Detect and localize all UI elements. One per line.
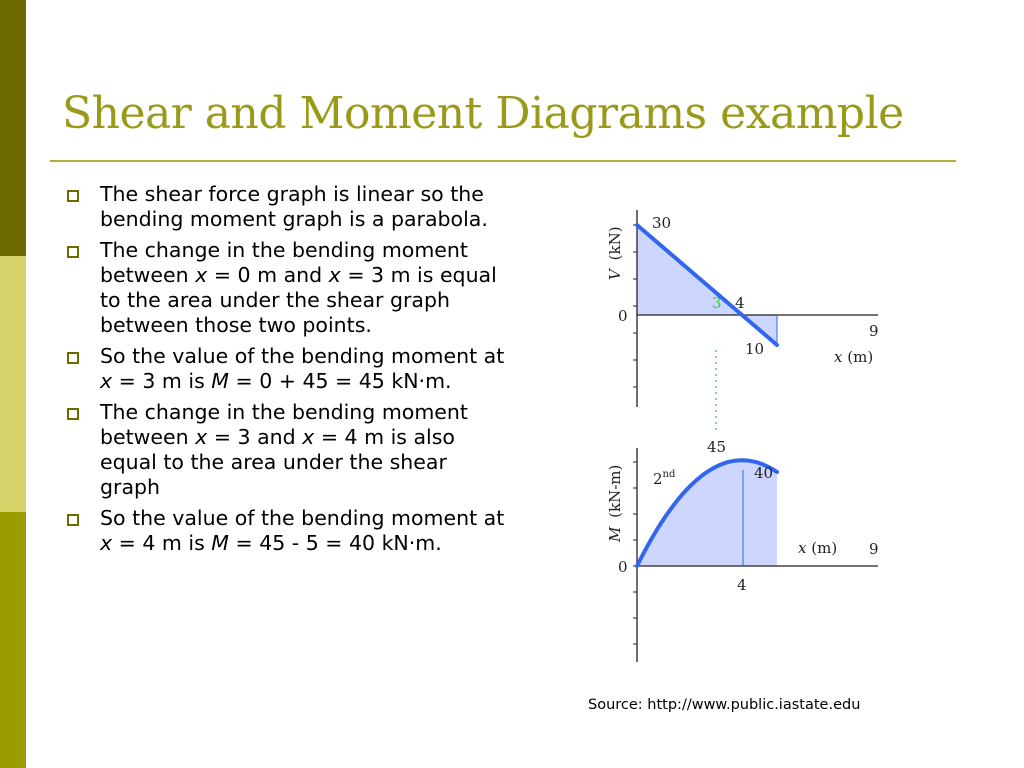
bullet-square-icon: [67, 408, 79, 420]
bullet-item: The change in the bending moment between x = 3 and x = 4 m is also equal to the area under the shear graph: [62, 400, 512, 500]
slide-title: Shear and Moment Diagrams example: [62, 88, 904, 139]
bullet-item: The change in the bending moment between x = 0 m and x = 3 m is equal to the area under the shear graph between those two points.: [62, 238, 512, 338]
shear-label-end: 10: [745, 340, 765, 358]
shear-label-zero-cross: 3: [712, 294, 722, 312]
bullet-square-icon: [67, 246, 79, 258]
shear-xlabel: x (m): [834, 348, 874, 366]
shear-diagram: [606, 210, 879, 407]
bullet-square-icon: [67, 514, 79, 526]
moment-label-origin: 0: [618, 558, 628, 576]
bullet-square-icon: [67, 352, 79, 364]
bullet-square-icon: [67, 190, 79, 202]
moment-label-peak: 45: [707, 438, 727, 456]
shear-ylabel: V (kN): [606, 226, 624, 280]
moment-label-x9: 9: [869, 540, 879, 558]
bullet-item: The shear force graph is linear so the bending moment graph is a parabola.: [62, 182, 512, 232]
bullet-item: So the value of the bending moment at x = 4 m is M = 45 - 5 = 40 kN·m.: [62, 506, 512, 556]
shear-moment-diagram: [590, 200, 890, 670]
bullet-list: [62, 182, 512, 562]
shear-label-x4: 4: [735, 294, 745, 312]
shear-label-x9: 9: [869, 322, 879, 340]
decor-stripe-light: [0, 256, 26, 512]
decor-stripe-dark: [0, 0, 26, 256]
bullet-item: So the value of the bending moment at x = 3 m is M = 0 + 45 = 45 kN·m.: [62, 344, 512, 394]
moment-ylabel: M (kN-m): [606, 464, 624, 542]
shear-label-30: 30: [652, 214, 672, 232]
shear-label-origin: 0: [618, 307, 628, 325]
source-citation: Source: http://www.public.iastate.edu: [588, 697, 861, 713]
moment-label-x4: 4: [737, 576, 747, 594]
moment-xlabel: x (m): [798, 539, 838, 557]
moment-label-order: 2nd: [653, 469, 676, 488]
moment-label-end: 40: [754, 464, 774, 482]
moment-diagram: [606, 438, 879, 662]
decor-stripe-mid: [0, 512, 26, 768]
title-divider: [50, 160, 956, 162]
